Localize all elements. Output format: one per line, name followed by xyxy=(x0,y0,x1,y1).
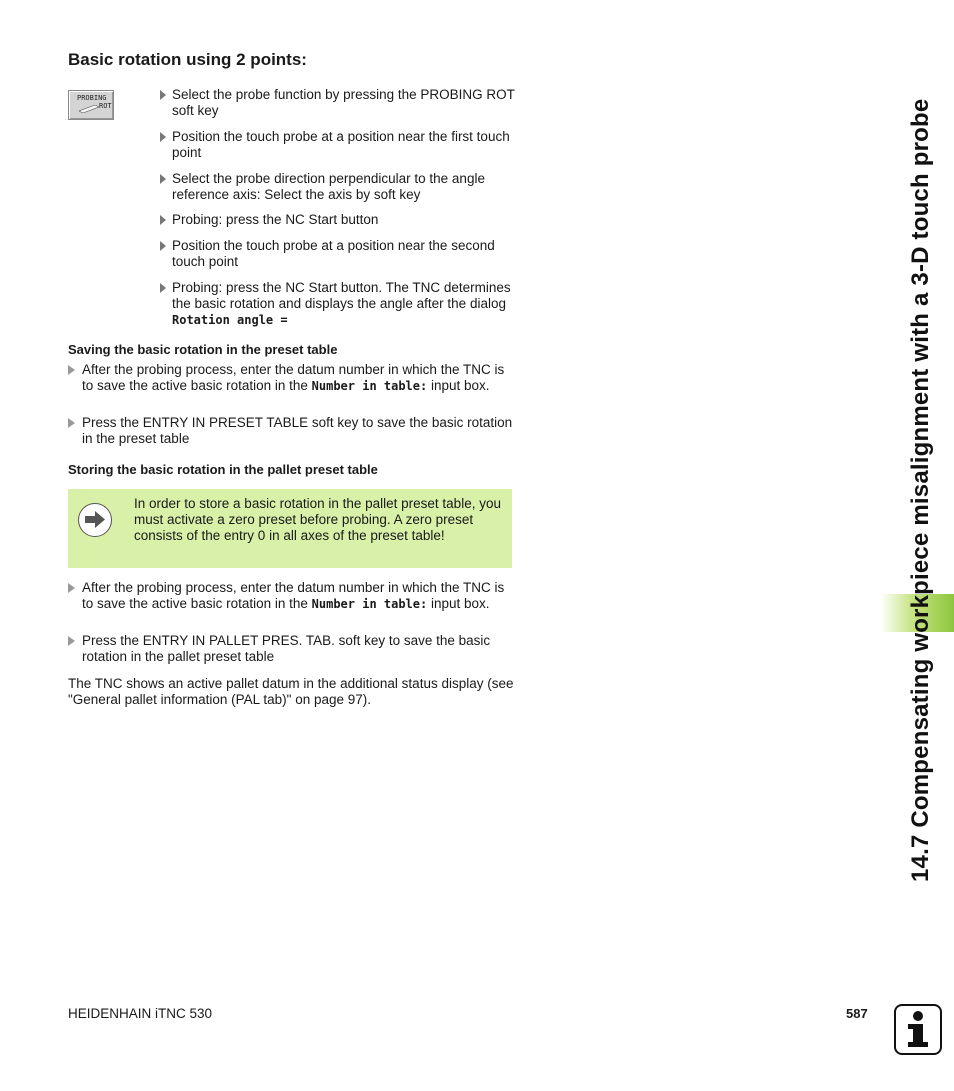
field-code: Number in table: xyxy=(311,379,428,393)
step-item xyxy=(160,280,520,328)
info-icon xyxy=(894,1004,942,1055)
step-text: Position the touch probe at a position near the second touch point xyxy=(172,238,495,269)
chapter-sidebar xyxy=(884,0,954,1091)
dialog-code: Rotation angle = xyxy=(172,313,288,327)
step-arrow-icon xyxy=(160,241,166,251)
step-item xyxy=(160,238,520,270)
bullet-arrow-icon xyxy=(68,418,75,428)
probing-rot-softkey[interactable] xyxy=(68,90,114,120)
step-item xyxy=(160,171,520,203)
step-text: Select the probe function by pressing the PROBING ROT soft key xyxy=(172,87,515,118)
note-text: In order to store a basic rotation in the pallet preset table, you must activate a zero preset before probing. A zero preset consists of the entry 0 in all axes of the preset table! xyxy=(134,496,501,543)
bullet-text xyxy=(82,362,518,394)
bullet-item xyxy=(68,633,518,665)
subsection-title-preset: Saving the basic rotation in the preset table xyxy=(68,342,338,357)
step-item xyxy=(160,129,520,161)
bullet-text: Press the ENTRY IN PALLET PRES. TAB. soft key to save the basic rotation in the pallet preset table xyxy=(82,633,491,664)
page-number: 587 xyxy=(846,1006,868,1021)
bullet-item xyxy=(68,362,518,394)
bullet-arrow-icon xyxy=(68,583,75,593)
bullet-text-before: After the probing process, enter the datum number in which the TNC is to save the active basic rotation in the xyxy=(82,362,505,393)
bullet-item xyxy=(68,415,518,447)
step-text xyxy=(172,280,520,328)
softkey-line2: ROT xyxy=(99,102,112,110)
step-arrow-icon xyxy=(160,174,166,184)
closing-paragraph: The TNC shows an active pallet datum in the additional status display (see "General pallet information (PAL tab)" on page 97). xyxy=(68,676,514,707)
field-code: Number in table: xyxy=(311,597,428,611)
step-arrow-icon xyxy=(160,215,166,225)
probe-rotation-icon xyxy=(79,105,99,113)
bullet-item xyxy=(68,580,518,612)
note-box xyxy=(68,489,512,568)
step-arrow-icon xyxy=(160,283,166,293)
chapter-title-vertical: 14.7 Compensating workpiece misalignment with a 3-D touch probe xyxy=(907,98,934,882)
bullet-arrow-icon xyxy=(68,365,75,375)
arrow-right-icon xyxy=(78,503,112,537)
bullet-text: Press the ENTRY IN PRESET TABLE soft key to save the basic rotation in the preset table xyxy=(82,415,513,446)
bullet-text-after: input box. xyxy=(427,596,490,611)
bullet-text-before: After the probing process, enter the datum number in which the TNC is to save the active basic rotation in the xyxy=(82,580,505,611)
section-heading: Basic rotation using 2 points: xyxy=(68,50,307,69)
step-text: Position the touch probe at a position near the first touch point xyxy=(172,129,510,160)
step-arrow-icon xyxy=(160,90,166,100)
bullet-text-after: input box. xyxy=(427,378,490,393)
step-text-plain: Probing: press the NC Start button. The TNC determines the basic rotation and displays the angle after the dialog xyxy=(172,280,511,311)
step-item xyxy=(160,87,520,119)
step-item xyxy=(160,212,520,228)
subsection-title-pallet: Storing the basic rotation in the pallet preset table xyxy=(68,462,378,477)
softkey-line1: PROBING xyxy=(77,94,107,102)
bullet-text xyxy=(82,580,518,612)
step-arrow-icon xyxy=(160,132,166,142)
footer-product: HEIDENHAIN iTNC 530 xyxy=(68,1006,213,1021)
step-text: Probing: press the NC Start button xyxy=(172,212,379,227)
bullet-arrow-icon xyxy=(68,636,75,646)
step-text: Select the probe direction perpendicular to the angle reference axis: Select the axis by soft key xyxy=(172,171,485,202)
